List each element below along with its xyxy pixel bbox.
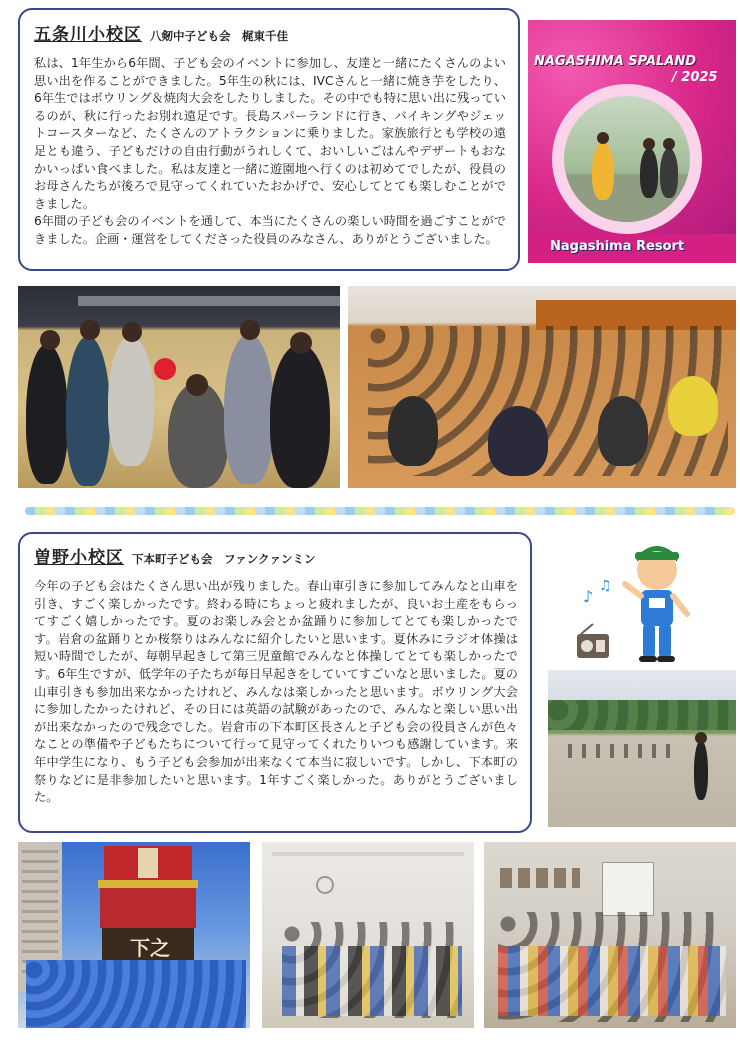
svg-text:♪: ♪ <box>583 587 594 606</box>
section2-author: 下本町子ども会 ファンクァンミン <box>132 552 316 566</box>
section2-school-title: 曽野小校区 <box>34 548 124 568</box>
section1-school-title: 五条川小校区 <box>34 25 142 45</box>
radio-exercise-illustration <box>575 540 695 666</box>
park-exercise-photo <box>548 670 736 827</box>
indoor-group-photo-2 <box>484 842 736 1028</box>
spaland-photo <box>528 20 736 263</box>
radio-icon <box>577 624 609 658</box>
float-sign-text: 下之 <box>130 936 170 960</box>
spaland-bottom-text: Nagashima Resort <box>550 239 685 254</box>
section1-body-text: 私は、1年生から6年間、子ども会のイベントに参加し、友達と一緒にたくさんのよい思い出を作ることができました。5年生の秋には、IVCさんと一緒に焼き芋をしたり、6年生ではボウリング＆焼肉大会をしたりしました。その中でも特に思い出に残っているのが、秋に行ったお別れ遠足です。長島スパーランドに行き、バイキングやジェットコースターなど、たくさんのアトラクションに乗りました。家族旅行とも学校の遠足とも違う、子どもだけの自由行動がうれしくて、おいしいごはんやデザートもおなかいっぱい食べました。私は友達と一緒に遊園地へ行くのは初めてでしたが、役員のお母さんたちが後ろで見守ってくれていたおかげで、安心してとても楽しむことができました。 6年間の子ども会のイベントを通して、本当にたくさんの楽しい時間を過ごすことができました。企画・運営をしてくださった役員のみなさん、ありがとうございました。 <box>34 56 506 246</box>
section-divider <box>25 507 735 515</box>
spaland-year-text: / 2025 <box>672 70 718 85</box>
gym-group-photo <box>348 286 736 488</box>
music-note-icon <box>583 578 612 606</box>
exercising-child-icon <box>625 546 687 662</box>
section2-box <box>18 532 532 833</box>
festival-float-photo <box>18 842 250 1028</box>
section2-body-text: 今年の子ども会はたくさん思い出が残りました。春山車引きに参加してみんなと山車を引き、すごく楽しかったです。終わる時にちょっと疲れましたが、良いお土産をもらってすごく嬉しかったです。夏のお楽しみ会とか盆踊りに参加してとても楽しかったです。岩倉の盆踊りとか桜祭りはみんなに紹介したいと思います。夏休みにラジオ体操は短い時間でしたが、毎朝早起きして第三児童館でみんなと体操してとても楽しかったです。6年生ですが、低学年の子たちが毎日早起きをしていてすごいなと思いました。夏の山車引きも参加出来なかったけれど、みんなは楽しかったと思います。ボウリング大会に参加したかったけれど、その日には英語の試験があったので、みんなと楽しい思い出が出来なかったので残念でした。岩倉市の下本町区長さんと子ども会の役員さんが色々なことの準備や子どもたちについて行って見守ってくれたりいつも感謝しています。来年中学生になり、もう子ども会参加が出来なくて本当に寂しいです。しかし、下本町の祭りなどに是非参加したいと思います。1年すごく楽しかった。ありがとうございました。 <box>34 579 518 805</box>
section1-author: 八剱中子ども会 梶東千佳 <box>150 29 288 43</box>
spaland-top-text: NAGASHIMA SPALAND <box>534 54 697 69</box>
bowling-photo <box>18 286 340 488</box>
indoor-group-photo-1 <box>262 842 474 1028</box>
svg-text:♫: ♫ <box>599 578 612 594</box>
section1-box <box>18 8 520 271</box>
section1-header <box>34 20 506 45</box>
section2-header <box>34 543 518 568</box>
spaland-ring-photo <box>564 96 690 222</box>
